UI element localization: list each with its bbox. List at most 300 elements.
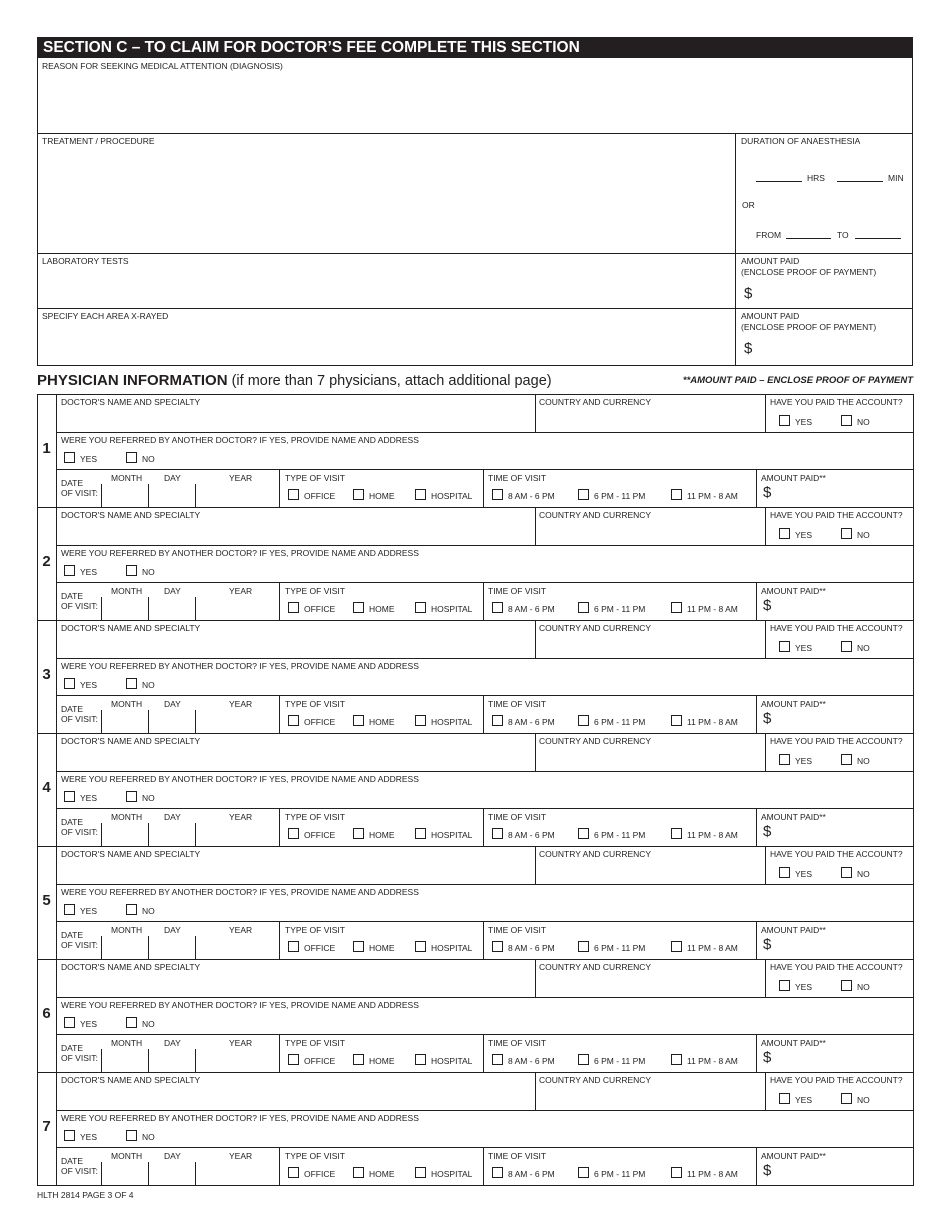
amount-paid-field[interactable] <box>776 936 910 956</box>
divider <box>56 1110 914 1111</box>
doctor-name-field[interactable] <box>58 521 533 543</box>
divider <box>483 921 484 959</box>
month-label: MONTH <box>111 925 143 935</box>
visit-hospital-label: HOSPITAL <box>431 1056 473 1066</box>
amount-paid-label: AMOUNT PAID** <box>761 1038 826 1048</box>
divider <box>56 808 914 809</box>
visit-office-checkbox[interactable] <box>288 489 299 500</box>
time-6pm-11pm-checkbox[interactable] <box>578 941 589 952</box>
paid-account-label: HAVE YOU PAID THE ACCOUNT? <box>770 510 903 520</box>
year-label: YEAR <box>229 1038 253 1048</box>
time-of-visit-label: TIME OF VISIT <box>488 586 547 596</box>
referred-yes-checkbox[interactable] <box>64 678 75 689</box>
amount-paid-field[interactable] <box>776 823 910 843</box>
visit-hospital-label: HOSPITAL <box>431 830 473 840</box>
physician-row-number: 2 <box>42 553 51 570</box>
amount-paid-label: AMOUNT PAID <box>741 256 800 266</box>
amount-paid-label: AMOUNT PAID** <box>761 812 826 822</box>
divider <box>535 620 536 658</box>
time-6pm-11pm-checkbox[interactable] <box>578 828 589 839</box>
visit-year-field[interactable] <box>197 710 277 732</box>
visit-office-checkbox[interactable] <box>288 715 299 726</box>
paid-yes-checkbox[interactable] <box>779 754 790 765</box>
xray-field[interactable] <box>38 322 734 364</box>
country-currency-field[interactable] <box>537 521 763 543</box>
paid-no-label: NO <box>857 530 870 540</box>
dollar-sign: $ <box>744 340 753 357</box>
paid-no-checkbox[interactable] <box>841 1093 852 1104</box>
divider <box>56 884 914 885</box>
referred-details-field[interactable] <box>180 898 910 918</box>
paid-yes-checkbox[interactable] <box>779 867 790 878</box>
time-6pm-11pm-checkbox[interactable] <box>578 715 589 726</box>
date-label: DATE <box>61 817 84 827</box>
month-label: MONTH <box>111 1151 143 1161</box>
paid-no-checkbox[interactable] <box>841 528 852 539</box>
paid-no-checkbox[interactable] <box>841 980 852 991</box>
min-field[interactable] <box>837 181 883 182</box>
referred-no-checkbox[interactable] <box>126 1130 137 1141</box>
amount-paid-field[interactable] <box>776 1162 910 1182</box>
type-of-visit-label: TYPE OF VISIT <box>285 1038 345 1048</box>
doctor-name-label: DOCTOR'S NAME AND SPECIALTY <box>61 736 201 746</box>
country-currency-label: COUNTRY AND CURRENCY <box>539 736 652 746</box>
visit-hospital-checkbox[interactable] <box>415 941 426 952</box>
divider <box>535 1072 536 1110</box>
paid-no-checkbox[interactable] <box>841 415 852 426</box>
hrs-label: HRS <box>807 173 825 183</box>
country-currency-field[interactable] <box>537 634 763 656</box>
doctor-name-field[interactable] <box>58 634 533 656</box>
time-6pm-11pm-checkbox[interactable] <box>578 1167 589 1178</box>
paid-account-label: HAVE YOU PAID THE ACCOUNT? <box>770 736 903 746</box>
referred-label: WERE YOU REFERRED BY ANOTHER DOCTOR? IF YES, PROVIDE NAME AND ADDRESS <box>61 887 419 897</box>
paid-no-checkbox[interactable] <box>841 754 852 765</box>
visit-hospital-label: HOSPITAL <box>431 1169 473 1179</box>
doctor-name-label: DOCTOR'S NAME AND SPECIALTY <box>61 623 201 633</box>
doctor-name-field[interactable] <box>58 973 533 995</box>
divider <box>483 1147 484 1185</box>
visit-home-checkbox[interactable] <box>353 828 364 839</box>
date-label: OF VISIT: <box>61 1053 98 1063</box>
referred-no-checkbox[interactable] <box>126 904 137 915</box>
day-label: DAY <box>164 473 181 483</box>
referred-yes-checkbox[interactable] <box>64 791 75 802</box>
dollar-sign: $ <box>763 936 772 953</box>
day-label: DAY <box>164 699 181 709</box>
divider <box>535 394 536 432</box>
referred-label: WERE YOU REFERRED BY ANOTHER DOCTOR? IF YES, PROVIDE NAME AND ADDRESS <box>61 435 419 445</box>
time-11pm-8am-checkbox[interactable] <box>671 828 682 839</box>
physician-title: PHYSICIAN INFORMATION (if more than 7 physicians, attach additional page) <box>37 372 552 389</box>
divider <box>101 1049 102 1072</box>
divider <box>101 1162 102 1185</box>
physician-row-number: 1 <box>42 440 51 457</box>
time-11pm-8am-checkbox[interactable] <box>671 489 682 500</box>
time-8am-6pm-label: 8 AM - 6 PM <box>508 830 555 840</box>
doctor-name-label: DOCTOR'S NAME AND SPECIALTY <box>61 510 201 520</box>
country-currency-label: COUNTRY AND CURRENCY <box>539 623 652 633</box>
paid-yes-label: YES <box>795 1095 813 1105</box>
divider <box>101 936 102 959</box>
referred-details-field[interactable] <box>180 785 910 805</box>
paid-yes-checkbox[interactable] <box>779 1093 790 1104</box>
divider <box>765 394 766 432</box>
referred-no-label: NO <box>142 454 155 464</box>
visit-home-checkbox[interactable] <box>353 602 364 613</box>
visit-office-checkbox[interactable] <box>288 941 299 952</box>
time-11pm-8am-label: 11 PM - 8 AM <box>687 491 738 501</box>
referred-yes-label: YES <box>80 680 98 690</box>
dollar-sign: $ <box>744 285 753 302</box>
divider <box>56 1034 914 1035</box>
physician-row-number: 6 <box>42 1005 51 1022</box>
visit-day-field[interactable] <box>150 484 194 506</box>
divider <box>37 959 914 960</box>
divider <box>56 1147 914 1148</box>
time-6pm-11pm-checkbox[interactable] <box>578 489 589 500</box>
divider <box>483 469 484 507</box>
paid-yes-checkbox[interactable] <box>779 980 790 991</box>
divider <box>56 432 914 433</box>
dollar-sign: $ <box>763 484 772 501</box>
visit-month-field[interactable] <box>103 823 147 845</box>
referred-no-label: NO <box>142 1019 155 1029</box>
time-6pm-11pm-label: 6 PM - 11 PM <box>594 491 646 501</box>
visit-month-field[interactable] <box>103 484 147 506</box>
divider <box>279 695 280 733</box>
amount-paid-field[interactable] <box>776 1049 910 1069</box>
dollar-sign: $ <box>763 1049 772 1066</box>
time-6pm-11pm-checkbox[interactable] <box>578 602 589 613</box>
visit-home-label: HOME <box>369 491 395 501</box>
referred-yes-checkbox[interactable] <box>64 452 75 463</box>
divider <box>195 597 196 620</box>
divider <box>756 921 757 959</box>
type-of-visit-label: TYPE OF VISIT <box>285 699 345 709</box>
dollar-sign: $ <box>763 710 772 727</box>
visit-day-field[interactable] <box>150 1049 194 1071</box>
visit-year-field[interactable] <box>197 936 277 958</box>
xray-amount-field[interactable] <box>756 339 906 359</box>
visit-home-checkbox[interactable] <box>353 1054 364 1065</box>
amount-paid-label: AMOUNT PAID** <box>761 473 826 483</box>
paid-no-label: NO <box>857 756 870 766</box>
time-of-visit-label: TIME OF VISIT <box>488 812 547 822</box>
divider <box>195 823 196 846</box>
visit-hospital-label: HOSPITAL <box>431 604 473 614</box>
dollar-sign: $ <box>763 1162 772 1179</box>
type-of-visit-label: TYPE OF VISIT <box>285 1151 345 1161</box>
visit-day-field[interactable] <box>150 597 194 619</box>
time-6pm-11pm-label: 6 PM - 11 PM <box>594 830 646 840</box>
visit-home-label: HOME <box>369 1056 395 1066</box>
date-label: DATE <box>61 478 84 488</box>
time-8am-6pm-checkbox[interactable] <box>492 1167 503 1178</box>
physician-row-number: 3 <box>42 666 51 683</box>
referred-label: WERE YOU REFERRED BY ANOTHER DOCTOR? IF YES, PROVIDE NAME AND ADDRESS <box>61 661 419 671</box>
time-6pm-11pm-checkbox[interactable] <box>578 1054 589 1065</box>
divider <box>756 469 757 507</box>
time-8am-6pm-checkbox[interactable] <box>492 828 503 839</box>
reason-field[interactable] <box>38 72 912 132</box>
divider <box>765 846 766 884</box>
visit-day-field[interactable] <box>150 710 194 732</box>
divider <box>56 771 914 772</box>
amount-paid-field[interactable] <box>776 484 910 504</box>
visit-home-checkbox[interactable] <box>353 715 364 726</box>
visit-hospital-checkbox[interactable] <box>415 1167 426 1178</box>
referred-no-checkbox[interactable] <box>126 452 137 463</box>
divider <box>37 733 914 734</box>
divider <box>148 936 149 959</box>
divider <box>756 582 757 620</box>
referred-label: WERE YOU REFERRED BY ANOTHER DOCTOR? IF YES, PROVIDE NAME AND ADDRESS <box>61 1000 419 1010</box>
referred-no-checkbox[interactable] <box>126 565 137 576</box>
visit-day-field[interactable] <box>150 823 194 845</box>
country-currency-field[interactable] <box>537 1086 763 1108</box>
doctor-name-field[interactable] <box>58 1086 533 1108</box>
amount-paid-note: **AMOUNT PAID – ENCLOSE PROOF OF PAYMENT <box>682 375 913 386</box>
date-label: DATE <box>61 930 84 940</box>
hrs-field[interactable] <box>756 181 802 182</box>
referred-yes-checkbox[interactable] <box>64 904 75 915</box>
doctor-name-field[interactable] <box>58 860 533 882</box>
referred-details-field[interactable] <box>180 1124 910 1144</box>
visit-hospital-checkbox[interactable] <box>415 1054 426 1065</box>
divider <box>101 710 102 733</box>
year-label: YEAR <box>229 586 253 596</box>
time-8am-6pm-label: 8 AM - 6 PM <box>508 604 555 614</box>
country-currency-field[interactable] <box>537 860 763 882</box>
divider <box>765 1072 766 1110</box>
paid-yes-checkbox[interactable] <box>779 528 790 539</box>
visit-month-field[interactable] <box>103 1049 147 1071</box>
time-of-visit-label: TIME OF VISIT <box>488 699 547 709</box>
visit-month-field[interactable] <box>103 710 147 732</box>
time-8am-6pm-checkbox[interactable] <box>492 941 503 952</box>
visit-month-field[interactable] <box>103 1162 147 1184</box>
divider <box>195 710 196 733</box>
time-of-visit-label: TIME OF VISIT <box>488 925 547 935</box>
visit-office-label: OFFICE <box>304 943 336 953</box>
time-11pm-8am-checkbox[interactable] <box>671 1167 682 1178</box>
visit-office-label: OFFICE <box>304 717 336 727</box>
to-field[interactable] <box>855 238 901 239</box>
referred-label: WERE YOU REFERRED BY ANOTHER DOCTOR? IF YES, PROVIDE NAME AND ADDRESS <box>61 548 419 558</box>
paid-no-checkbox[interactable] <box>841 641 852 652</box>
amount-paid-field[interactable] <box>776 710 910 730</box>
visit-office-checkbox[interactable] <box>288 828 299 839</box>
visit-home-checkbox[interactable] <box>353 1167 364 1178</box>
visit-home-checkbox[interactable] <box>353 941 364 952</box>
date-label: DATE <box>61 1043 84 1053</box>
visit-month-field[interactable] <box>103 597 147 619</box>
type-of-visit-label: TYPE OF VISIT <box>285 925 345 935</box>
time-8am-6pm-checkbox[interactable] <box>492 489 503 500</box>
paid-yes-checkbox[interactable] <box>779 641 790 652</box>
referred-no-checkbox[interactable] <box>126 1017 137 1028</box>
amount-paid-label: AMOUNT PAID** <box>761 925 826 935</box>
visit-year-field[interactable] <box>197 484 277 506</box>
month-label: MONTH <box>111 473 143 483</box>
doctor-name-label: DOCTOR'S NAME AND SPECIALTY <box>61 962 201 972</box>
divider <box>56 658 914 659</box>
visit-year-field[interactable] <box>197 1162 277 1184</box>
referred-yes-label: YES <box>80 567 98 577</box>
visit-home-label: HOME <box>369 604 395 614</box>
divider <box>535 733 536 771</box>
day-label: DAY <box>164 812 181 822</box>
time-11pm-8am-label: 11 PM - 8 AM <box>687 717 738 727</box>
divider <box>279 582 280 620</box>
visit-day-field[interactable] <box>150 1162 194 1184</box>
amount-paid-sublabel: (ENCLOSE PROOF OF PAYMENT) <box>741 322 877 332</box>
divider <box>483 1034 484 1072</box>
divider <box>279 1034 280 1072</box>
doctor-name-label: DOCTOR'S NAME AND SPECIALTY <box>61 397 201 407</box>
visit-hospital-checkbox[interactable] <box>415 715 426 726</box>
country-currency-field[interactable] <box>537 747 763 769</box>
month-label: MONTH <box>111 812 143 822</box>
country-currency-field[interactable] <box>537 408 763 430</box>
time-11pm-8am-checkbox[interactable] <box>671 602 682 613</box>
referred-details-field[interactable] <box>180 1011 910 1031</box>
referred-details-field[interactable] <box>180 559 910 579</box>
time-of-visit-label: TIME OF VISIT <box>488 1038 547 1048</box>
referred-yes-checkbox[interactable] <box>64 1130 75 1141</box>
paid-account-label: HAVE YOU PAID THE ACCOUNT? <box>770 849 903 859</box>
visit-hospital-label: HOSPITAL <box>431 491 473 501</box>
divider <box>37 253 913 254</box>
lab-amount-field[interactable] <box>756 284 906 304</box>
divider <box>148 484 149 507</box>
divider <box>148 1162 149 1185</box>
visit-office-checkbox[interactable] <box>288 1167 299 1178</box>
physician-row-number: 7 <box>42 1118 51 1135</box>
amount-paid-field[interactable] <box>776 597 910 617</box>
visit-year-field[interactable] <box>197 1049 277 1071</box>
referred-no-checkbox[interactable] <box>126 678 137 689</box>
country-currency-label: COUNTRY AND CURRENCY <box>539 1075 652 1085</box>
visit-hospital-checkbox[interactable] <box>415 828 426 839</box>
visit-home-label: HOME <box>369 830 395 840</box>
referred-details-field[interactable] <box>180 446 910 466</box>
date-label: DATE <box>61 1156 84 1166</box>
time-11pm-8am-checkbox[interactable] <box>671 715 682 726</box>
divider <box>56 469 914 470</box>
visit-home-checkbox[interactable] <box>353 489 364 500</box>
divider <box>195 936 196 959</box>
time-6pm-11pm-label: 6 PM - 11 PM <box>594 717 646 727</box>
divider <box>756 1147 757 1185</box>
time-8am-6pm-checkbox[interactable] <box>492 715 503 726</box>
time-11pm-8am-checkbox[interactable] <box>671 941 682 952</box>
divider <box>56 582 914 583</box>
paid-account-label: HAVE YOU PAID THE ACCOUNT? <box>770 1075 903 1085</box>
divider <box>279 469 280 507</box>
visit-year-field[interactable] <box>197 597 277 619</box>
referred-details-field[interactable] <box>180 672 910 692</box>
country-currency-label: COUNTRY AND CURRENCY <box>539 397 652 407</box>
referred-no-label: NO <box>142 793 155 803</box>
divider <box>148 597 149 620</box>
visit-hospital-checkbox[interactable] <box>415 602 426 613</box>
time-11pm-8am-label: 11 PM - 8 AM <box>687 943 738 953</box>
referred-yes-checkbox[interactable] <box>64 565 75 576</box>
divider <box>37 133 913 134</box>
doctor-name-field[interactable] <box>58 408 533 430</box>
visit-hospital-label: HOSPITAL <box>431 943 473 953</box>
divider <box>483 582 484 620</box>
type-of-visit-label: TYPE OF VISIT <box>285 586 345 596</box>
visit-office-checkbox[interactable] <box>288 602 299 613</box>
paid-no-label: NO <box>857 417 870 427</box>
divider <box>37 507 914 508</box>
doctor-name-label: DOCTOR'S NAME AND SPECIALTY <box>61 1075 201 1085</box>
visit-hospital-label: HOSPITAL <box>431 717 473 727</box>
month-label: MONTH <box>111 699 143 709</box>
time-8am-6pm-label: 8 AM - 6 PM <box>508 717 555 727</box>
divider <box>483 808 484 846</box>
divider <box>279 1147 280 1185</box>
time-8am-6pm-checkbox[interactable] <box>492 602 503 613</box>
xray-label: SPECIFY EACH AREA X-RAYED <box>42 311 169 321</box>
treatment-field[interactable] <box>38 147 734 252</box>
dollar-sign: $ <box>763 823 772 840</box>
year-label: YEAR <box>229 1151 253 1161</box>
referred-yes-label: YES <box>80 906 98 916</box>
from-field[interactable] <box>786 238 831 239</box>
divider <box>756 1034 757 1072</box>
time-11pm-8am-label: 11 PM - 8 AM <box>687 604 738 614</box>
to-label: TO <box>837 230 849 240</box>
visit-office-checkbox[interactable] <box>288 1054 299 1065</box>
month-label: MONTH <box>111 586 143 596</box>
amount-paid-label: AMOUNT PAID** <box>761 586 826 596</box>
divider <box>483 695 484 733</box>
divider <box>148 1049 149 1072</box>
doctor-name-field[interactable] <box>58 747 533 769</box>
time-8am-6pm-label: 8 AM - 6 PM <box>508 1056 555 1066</box>
visit-home-label: HOME <box>369 943 395 953</box>
referred-yes-checkbox[interactable] <box>64 1017 75 1028</box>
divider <box>279 808 280 846</box>
visit-day-field[interactable] <box>150 936 194 958</box>
divider <box>195 1162 196 1185</box>
paid-no-checkbox[interactable] <box>841 867 852 878</box>
lab-tests-field[interactable] <box>38 267 734 307</box>
visit-month-field[interactable] <box>103 936 147 958</box>
paid-yes-checkbox[interactable] <box>779 415 790 426</box>
time-8am-6pm-checkbox[interactable] <box>492 1054 503 1065</box>
divider <box>56 921 914 922</box>
visit-year-field[interactable] <box>197 823 277 845</box>
referred-no-label: NO <box>142 1132 155 1142</box>
amount-paid-label: AMOUNT PAID <box>741 311 800 321</box>
time-11pm-8am-checkbox[interactable] <box>671 1054 682 1065</box>
physician-row-number: 5 <box>42 892 51 909</box>
paid-no-label: NO <box>857 869 870 879</box>
divider <box>56 695 914 696</box>
divider <box>535 507 536 545</box>
referred-no-label: NO <box>142 567 155 577</box>
year-label: YEAR <box>229 473 253 483</box>
country-currency-field[interactable] <box>537 973 763 995</box>
divider <box>56 997 914 998</box>
visit-hospital-checkbox[interactable] <box>415 489 426 500</box>
referred-no-checkbox[interactable] <box>126 791 137 802</box>
